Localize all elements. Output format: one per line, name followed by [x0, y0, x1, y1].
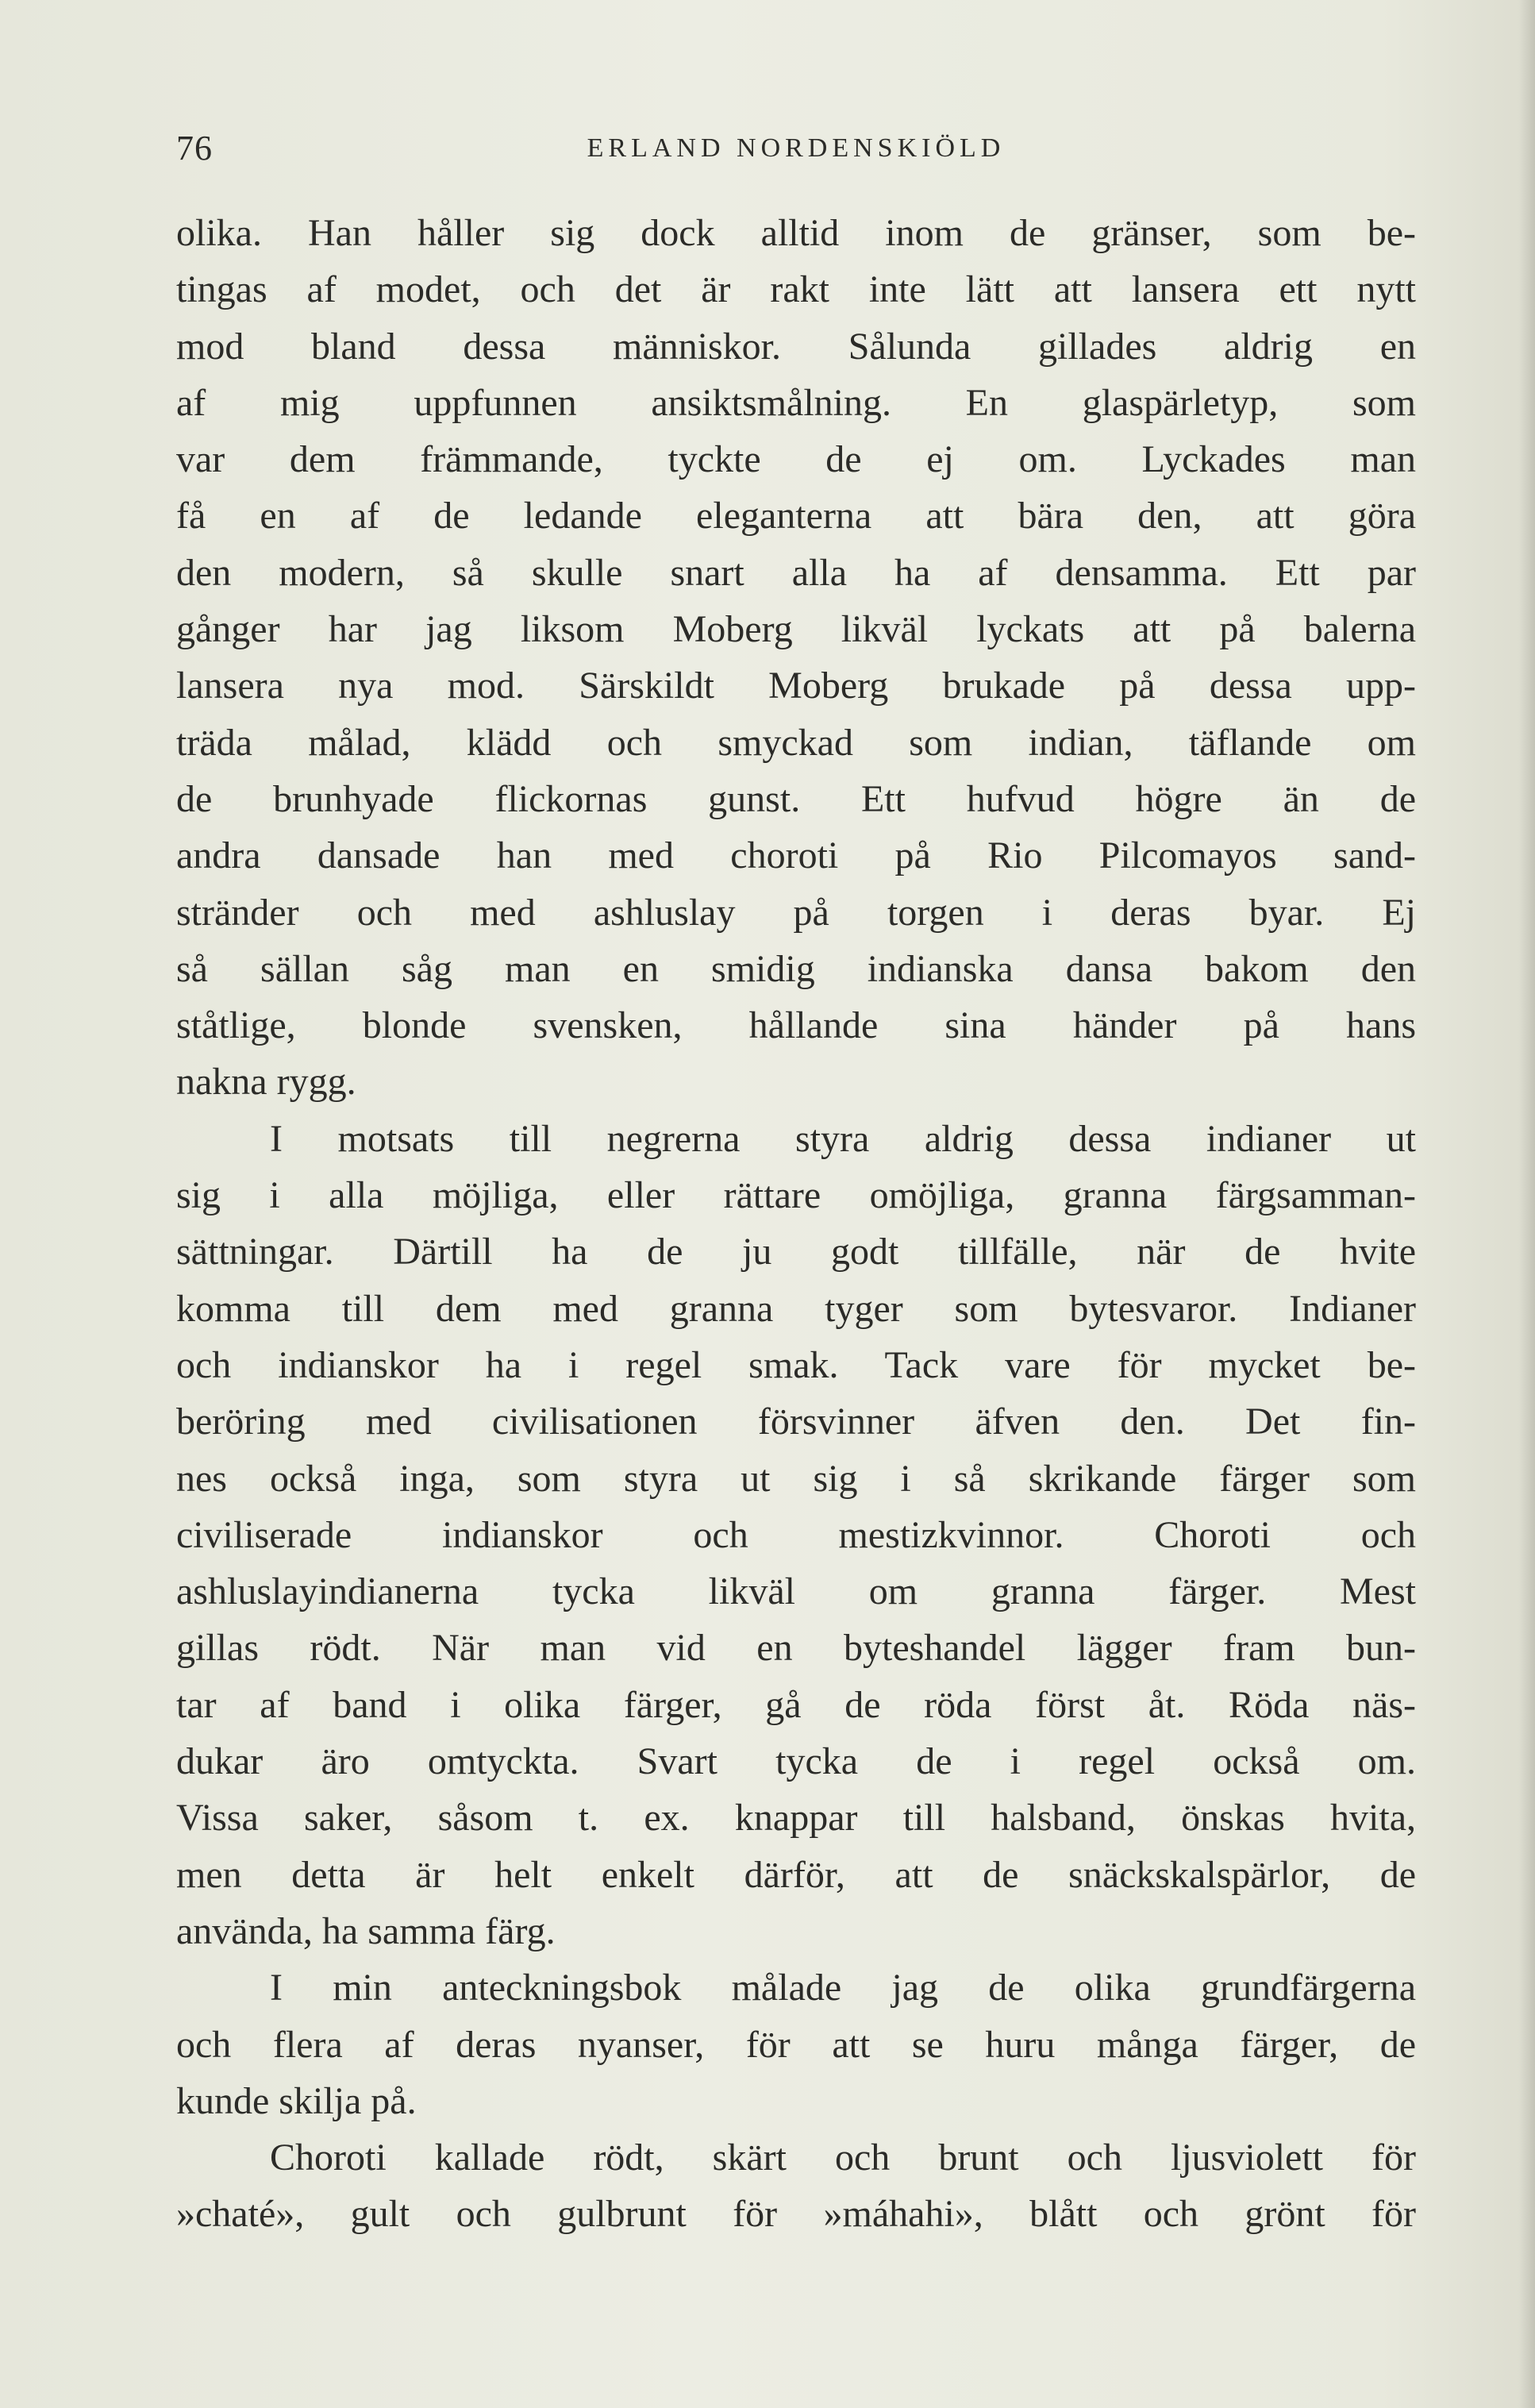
text-line: gillas rödt. När man vid en byteshandel lägger fram bun-	[176, 1627, 1416, 1670]
text-line: sättningar. Därtill ha de ju godt tillfälle, när de hvite	[176, 1231, 1416, 1273]
text-line: olika. Han håller sig dock alltid inom de gränser, som be-	[176, 212, 1416, 254]
page-edge-shadow	[1519, 0, 1535, 2408]
text-line: men detta är helt enkelt därför, att de snäckskalspärlor, de	[176, 1853, 1416, 1896]
text-line: få en af de ledande eleganterna att bära den, att göra	[176, 495, 1416, 537]
text-line: lansera nya mod. Särskildt Moberg brukade på dessa upp-	[176, 665, 1416, 707]
text-line: och flera af deras nyanser, för att se huru många färger, de	[176, 2023, 1416, 2066]
text-line: »chaté», gult och gulbrunt för »máhahi», blått och grönt för	[176, 2193, 1416, 2236]
text-line: kunde skilja på.	[176, 2079, 417, 2122]
text-line: mod bland dessa människor. Sålunda gillades aldrig en	[176, 325, 1416, 368]
text-line: och indianskor ha i regel smak. Tack vare för mycket be-	[176, 1343, 1416, 1386]
text-line: använda, ha samma färg.	[176, 1909, 556, 1952]
text-line: ståtlige, blonde svensken, hållande sina händer på hans	[176, 1004, 1416, 1047]
page-header	[176, 129, 1416, 168]
text-line: den modern, så skulle snart alla ha af densamma. Ett par	[176, 551, 1416, 594]
paragraph-start-line: Choroti kallade rödt, skärt och brunt och ljusviolett för	[270, 2136, 1416, 2179]
running-head: ERLAND NORDENSKIÖLD	[587, 133, 1006, 163]
text-line: dukar äro omtyckta. Svart tycka de i regel också om.	[176, 1740, 1416, 1783]
text-line: beröring med civilisationen försvinner äfven den. Det fin-	[176, 1400, 1416, 1443]
text-line: Vissa saker, såsom t. ex. knappar till halsband, önskas hvita,	[176, 1797, 1416, 1840]
text-line: stränder och med ashluslay på torgen i deras byar. Ej	[176, 891, 1416, 934]
text-line: så sällan såg man en smidig indianska dansa bakom den	[176, 947, 1416, 990]
text-line: komma till dem med granna tyger som bytesvaror. Indianer	[176, 1287, 1416, 1330]
paragraph-start-line: I min anteckningsbok målade jag de olika grundfärgerna	[270, 1967, 1416, 2009]
body-text	[176, 205, 1416, 2243]
text-line: nes också inga, som styra ut sig i så skrikande färger som	[176, 1457, 1416, 1500]
text-line: nakna rygg.	[176, 1061, 356, 1104]
paragraph-start-line: I motsats till negrerna styra aldrig dessa indianer ut	[270, 1117, 1416, 1160]
text-line: tingas af modet, och det är rakt inte lätt att lansera ett nytt	[176, 268, 1416, 311]
text-line: ashluslayindianerna tycka likväl om granna färger. Mest	[176, 1570, 1416, 1613]
text-line: andra dansade han med choroti på Rio Pilcomayos sand-	[176, 834, 1416, 877]
text-line: civiliserade indianskor och mestizkvinnor. Choroti och	[176, 1513, 1416, 1556]
text-line: var dem främmande, tyckte de ej om. Lyckades man	[176, 438, 1416, 481]
text-line: tar af band i olika färger, gå de röda först åt. Röda näs-	[176, 1683, 1416, 1726]
page-number: 76	[176, 129, 213, 168]
text-line: de brunhyade flickornas gunst. Ett hufvud högre än de	[176, 777, 1416, 820]
text-line: gånger har jag liksom Moberg likväl lyckats att på balerna	[176, 608, 1416, 651]
text-line: träda målad, klädd och smyckad som indian, täflande om	[176, 721, 1416, 764]
text-line: af mig uppfunnen ansiktsmålning. En glaspärletyp, som	[176, 381, 1416, 424]
text-line: sig i alla möjliga, eller rättare omöjliga, granna färgsamman-	[176, 1174, 1416, 1217]
